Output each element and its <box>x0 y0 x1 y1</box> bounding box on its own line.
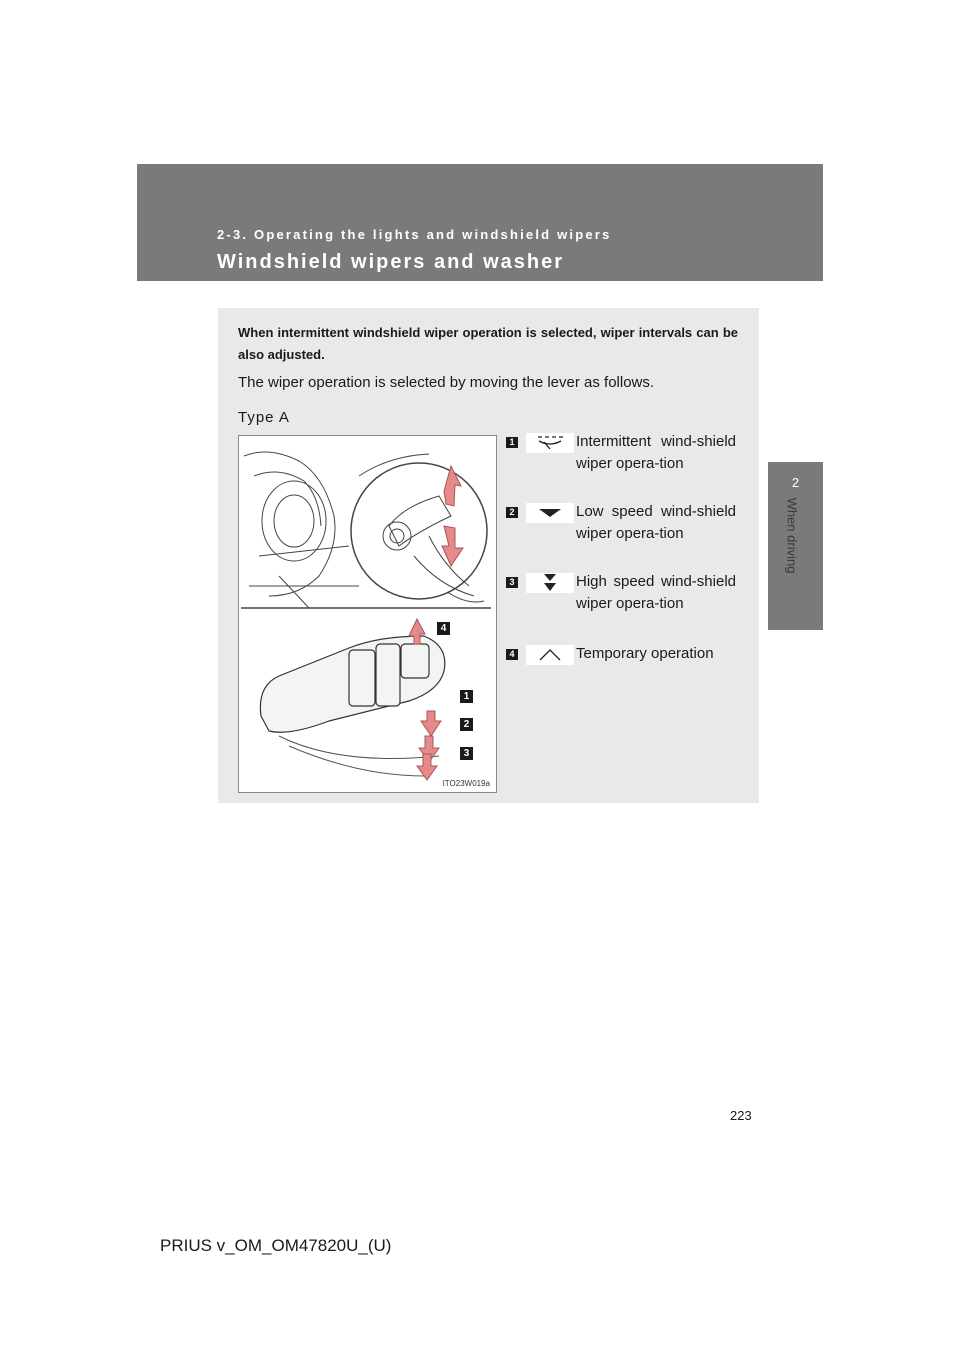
high-speed-icon <box>526 573 574 593</box>
item-text: Intermittent wind-shield wiper opera-tion <box>576 433 736 472</box>
side-tab-number: 2 <box>791 475 800 490</box>
lead-text: The wiper operation is selected by moving the lever as follows. <box>238 374 655 391</box>
chapter-header <box>137 164 823 281</box>
figure-callout-1: 1 <box>460 690 473 703</box>
item-number: 4 <box>506 649 518 660</box>
item-number: 2 <box>506 507 518 518</box>
wiper-lever-illustration <box>239 436 496 792</box>
intro-note: When intermittent windshield wiper operation is selected, wiper intervals can be also adjusted. <box>238 325 738 362</box>
wiper-lever-figure <box>238 435 497 793</box>
figure-callout-2: 2 <box>460 718 473 731</box>
item-text: Low speed wind-shield wiper opera-tion <box>576 503 736 542</box>
low-speed-icon <box>526 503 574 523</box>
temporary-operation-icon <box>526 645 574 665</box>
footer-doc-code: PRIUS v_OM_OM47820U_(U) <box>160 1236 392 1255</box>
figure-code: ITO23W019a <box>442 779 490 788</box>
type-label: Type A <box>238 409 290 426</box>
content-panel <box>218 308 759 803</box>
item-text: High speed wind-shield wiper opera-tion <box>576 573 736 612</box>
intermittent-wiper-icon <box>526 433 574 453</box>
page-number: 223 <box>730 1108 752 1123</box>
side-tab-label: When driving <box>784 497 800 574</box>
figure-callout-3: 3 <box>460 747 473 760</box>
section-title: 2-3. Operating the lights and windshield wipers <box>217 227 612 242</box>
item-text: Temporary operation <box>576 645 714 662</box>
item-number: 1 <box>506 437 518 448</box>
figure-callout-4: 4 <box>437 622 450 635</box>
item-number: 3 <box>506 577 518 588</box>
page-title: Windshield wipers and washer <box>217 251 564 273</box>
